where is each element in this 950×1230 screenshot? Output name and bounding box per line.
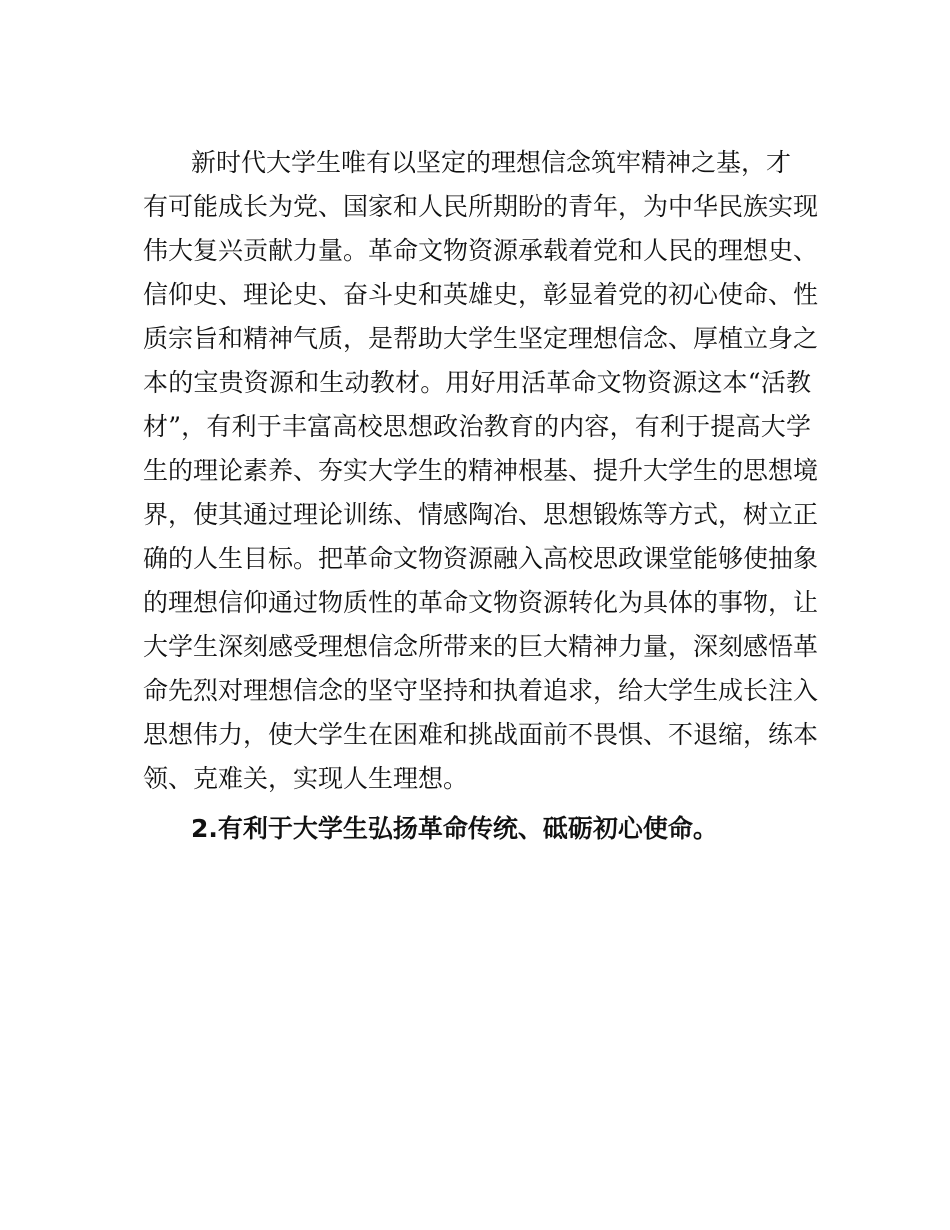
- paragraph-line: 信仰史、理论史、奋斗史和英雄史，彰显着党的初心使命、性: [143, 280, 819, 309]
- paragraph-line: 材”，有利于丰富高校思想政治教育的内容，有利于提高大学: [143, 412, 811, 441]
- paragraph-line: 领、克难关，实现人生理想。: [143, 764, 469, 793]
- paragraph-line: 命先烈对理想信念的坚守坚持和执着追求，给大学生成长注入: [143, 676, 819, 705]
- paragraph-line: 本的宝贵资源和生动教材。用好用活革命文物资源这本“活教: [143, 368, 811, 397]
- paragraph-line: 生的理论素养、夯实大学生的精神根基、提升大学生的思想境: [143, 456, 819, 485]
- paragraph-line: 的理想信仰通过物质性的革命文物资源转化为具体的事物，让: [143, 588, 819, 617]
- paragraph-line: 新时代大学生唯有以坚定的理想信念筑牢精神之基，才: [191, 148, 792, 177]
- paragraph-line: 质宗旨和精神气质，是帮助大学生坚定理想信念、厚植立身之: [143, 324, 819, 353]
- paragraph-line: 有可能成长为党、国家和人民所期盼的青年，为中华民族实现: [143, 192, 819, 221]
- paragraph-line: 界，使其通过理论训练、情感陶冶、思想锻炼等方式，树立正: [143, 500, 819, 529]
- paragraph-line: 伟大复兴贡献力量。革命文物资源承载着党和人民的理想史、: [143, 236, 819, 265]
- section-heading: 2.有利于大学生弘扬革命传统、砥砺初心使命。: [191, 814, 718, 843]
- paragraph-line: 确的人生目标。把革命文物资源融入高校思政课堂能够使抽象: [143, 544, 819, 573]
- paragraph-line: 思想伟力，使大学生在困难和挑战面前不畏惧、不退缩，练本: [143, 720, 819, 749]
- paragraph-line: 大学生深刻感受理想信念所带来的巨大精神力量，深刻感悟革: [143, 632, 819, 661]
